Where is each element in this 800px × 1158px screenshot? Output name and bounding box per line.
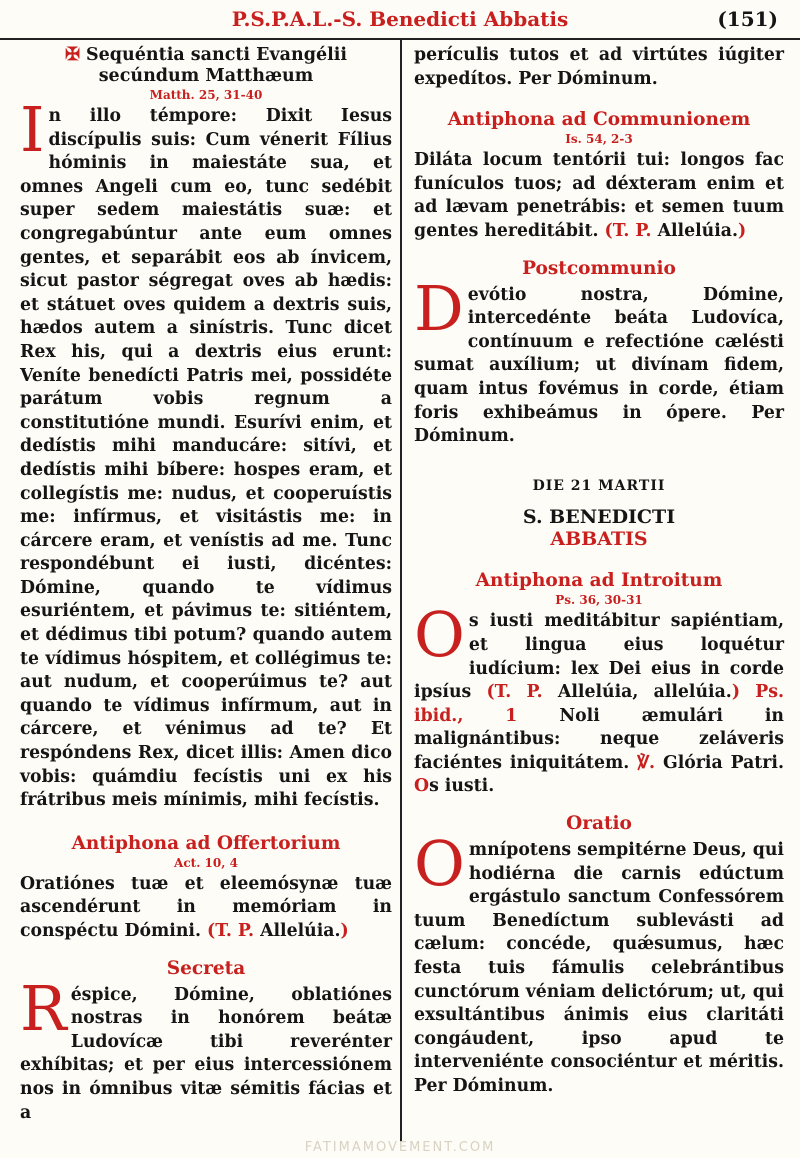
introit-tp: (T. P. <box>486 682 543 703</box>
introit-gloria: Glória Patri. <box>662 752 784 773</box>
communion-body: Diláta locum tentórii tui: longos fac funículos tuos; ad déxteram enim et ad lævam penetrábis: et semen tuum gentes hereditábit. <box>414 150 784 241</box>
oratio-body: mnípotens sempitérne Deus, qui hodiérna die carnis edúctum ergástulo sanctum Confessórem tuum Benedíctum sublevásti ad cælum: concéde, quǽsumus, hæc festa tuis fámulis celebrántibus cunctórum véniam delictórum; ut, qui exsultántibus ánimis eius claritáti congáudent, ipso apud te interveniénte consociéntur et méritis. Per Dóminum. <box>414 840 784 1096</box>
introit-tp-close: ) <box>731 682 741 703</box>
offertory-reference: Act. 10, 4 <box>174 855 238 870</box>
offertory-heading: Antiphona ad Offertorium <box>71 832 341 854</box>
communion-tp-close: ) <box>738 220 747 241</box>
postcommunion-text <box>414 271 784 449</box>
introit-reference: Ps. 36, 30-31 <box>555 593 643 608</box>
gospel-heading-line1: Sequéntia sancti Evangélii <box>86 45 348 65</box>
page-header <box>0 0 800 40</box>
postcommunion-initial: D <box>414 271 464 345</box>
introit-repeat-initial: O <box>414 776 430 797</box>
left-column <box>20 44 392 1125</box>
page-title: P.S.P.A.L.-S. Benedicti Abbatis <box>231 7 569 31</box>
gospel-reference: Matth. 25, 31-40 <box>149 88 263 102</box>
postcommunion-heading: Postcommunio <box>522 257 676 279</box>
gospel-body: n illo témpore: Dixit Iesus discípulis suis: Cum vénerit Fílius hóminis in maiestáte sua, et omnes Angeli cum eo, tunc sedébit super sedem maiestátis suæ: et congregabúntur ante eum omnes gentes, et separábit eos ab ínvicem, sicut pastor ségregat oves ab hædis: et státuet oves quidem a dextris suis, hædos autem a sinístris. Tunc dicet Rex his, qui a dextris eius erunt: Veníte benedícti Patris mei, possidéte parátum vobis regnum a constitutióne mundi. Esurívi enim, et dedístis mihi manducáre: sitívi, et dedístis mihi bíbere: hospes eram, et collegístis me: nudus, et cooperuístis me: infírmus, et visitástis me: in cárcere eram, et venístis ad me. Tunc respondébunt ei iusti, dicéntes: Dómine, quando te vídimus esuriéntem, et pávimus te: sitiéntem, et dédimus tibi potum? quando autem te vídimus hóspitem, et collégimus te: aut nudum, et cooperúimus te? aut quando te vídimus infírmum, aut in cárcere, et vénimus ad te? Et respóndens Rex, dicet illis: Amen dico vobis: quámdiu fecístis uni ex his frátribus meis mínimis, mihi fecístis. <box>20 106 392 811</box>
cross-icon: ✠ <box>64 44 81 65</box>
introit-psalm-ref: Ps. ibid., 1 <box>414 682 784 726</box>
communion-tp: (T. P. <box>604 220 652 241</box>
introit-alleluia: Allelúia, allelúia. <box>557 682 732 703</box>
feast-saint-title: ABBATIS <box>550 528 648 551</box>
offertory-alleluia: Allelúia. <box>260 921 341 941</box>
watermark: FATIMAMOVEMENT.COM <box>304 1140 496 1155</box>
offertory-body: Oratiónes tuæ et eleemósynæ tuæ ascendérunt in memóriam in conspéctu Dómini. <box>20 873 392 941</box>
oratio-initial: O <box>414 827 465 901</box>
introit-repeat-rest: s iusti. <box>429 776 495 797</box>
secret-text <box>20 971 392 1126</box>
introit-heading: Antiphona ad Introitum <box>475 570 723 592</box>
gospel-heading <box>20 44 392 87</box>
communion-heading: Antiphona ad Communionem <box>447 109 751 131</box>
offertory-tp-close: ) <box>340 921 349 941</box>
gospel-heading-line2: secúndum Matthæum <box>98 66 314 86</box>
communion-reference: Is. 54, 2-3 <box>565 132 633 147</box>
secret-body: éspice, Dómine, oblatiónes nostras in honórem beátæ Ludovícæ tibi reverénter exhíbitas; et per eius intercessiónem nos in ómnibus vitæ sémitis fácias et a <box>20 984 392 1123</box>
versicle-icon: ℣. <box>637 752 656 773</box>
oratio-heading: Oratio <box>566 813 632 835</box>
right-column <box>414 44 784 1099</box>
offertory-tp: (T. P. <box>207 921 255 941</box>
introit-initial: O <box>414 598 465 672</box>
feast-saint-name: S. BENEDICTI <box>522 506 676 529</box>
postcommunion-body: evótio nostra, Dómine, intercedénte beáta Ludovíca, contínuum e refectióne cælésti sumat auxílium; ut divínam fidem, quam intus fovémus in corde, étiam foris exhibeámus in ópere. Per Dóminum. <box>414 284 784 447</box>
communion-text <box>414 149 784 243</box>
oratio-text <box>414 827 784 1099</box>
secret-continuation: perículis tutos et ad virtútes iúgiter expedítos. Per Dóminum. <box>414 45 784 89</box>
feast-date: DIE 21 MARTII <box>532 477 666 494</box>
introit-body: s iusti meditábitur sapiéntiam, et lingua eius loquétur iudícium: lex Dei eius in corde ipsíus <box>414 611 784 703</box>
secret-heading: Secreta <box>166 957 246 979</box>
introit-psalm-text: Noli æmulári in malignántibus: neque zeláveris faciéntes iniquitátem. <box>414 705 784 773</box>
gospel-initial: I <box>20 93 45 166</box>
page-number: (151) <box>717 7 778 31</box>
column-divider <box>400 40 402 1142</box>
offertory-text <box>20 873 392 944</box>
secret-initial: R <box>20 971 67 1045</box>
communion-alleluia: Allelúia. <box>657 220 739 241</box>
